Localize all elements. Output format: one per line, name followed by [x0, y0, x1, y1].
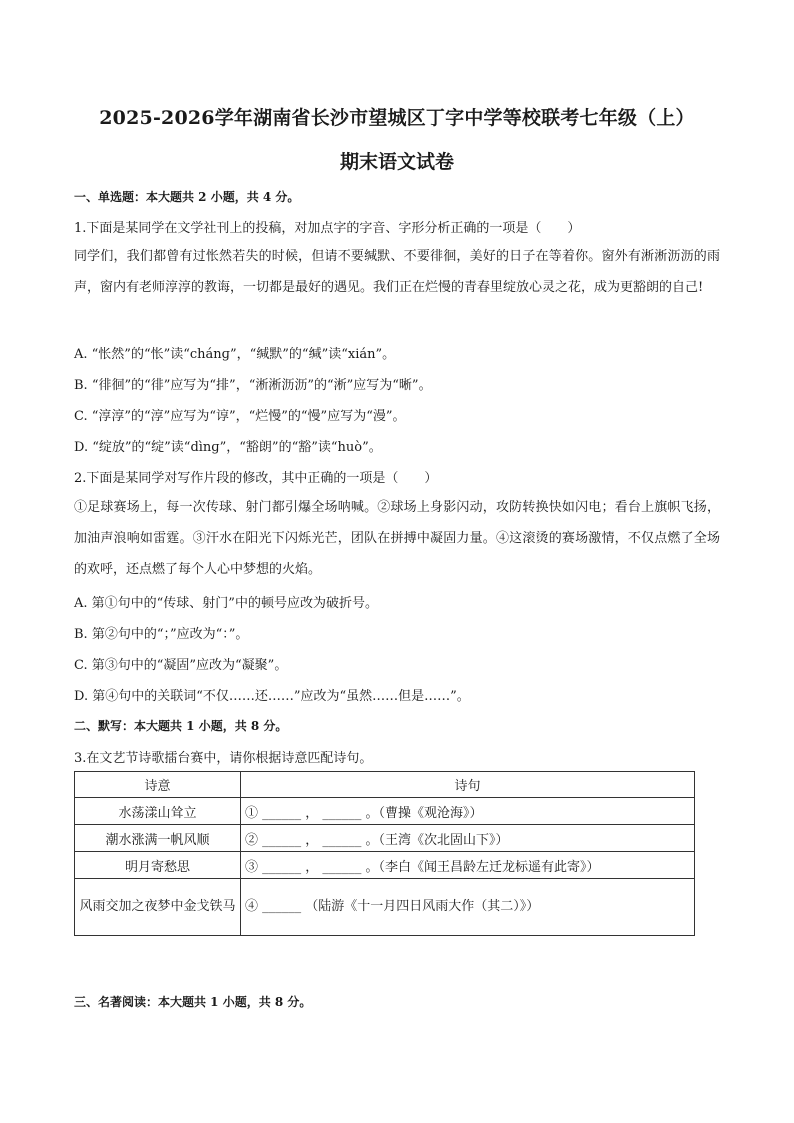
table-row [75, 825, 695, 852]
exam-title-line1: 2025-2026学年湖南省长沙市望城区丁字中学等校联考七年级（上） [99, 107, 695, 129]
q2-option-a: A. 第①句中的“传球、射门”中的顿号应改为破折号。 [74, 596, 378, 611]
q2-option-d: D. 第④句中的关联词“不仅……还……”应改为“虽然……但是……”。 [74, 689, 470, 704]
q1-option-c: C. “淳淳”的“淳”应写为“谆”，“烂慢”的“慢”应写为“漫”。 [74, 409, 406, 424]
row-meaning: 风雨交加之夜梦中金戈铁马 [75, 879, 241, 936]
row-verse-blank[interactable]: ① ______ ， ______ 。（曹操《观沧海》） [241, 798, 695, 825]
q2-option-b: B. 第②句中的“；”应改为“：”。 [74, 627, 249, 642]
section2-header: 二、默写：本大题共 1 小题，共 8 分。 [74, 719, 288, 733]
q2-stem: 2.下面是某同学对写作片段的修改，其中正确的一项是（ ） [74, 471, 438, 486]
table-header-row [75, 772, 695, 798]
row-verse-blank[interactable]: ② ______ ， ______ 。（王湾《次北固山下》） [241, 825, 695, 852]
section3-header: 三、名著阅读：本大题共 1 小题，共 8 分。 [74, 995, 312, 1009]
table-header-verse: 诗句 [241, 772, 695, 798]
q1-passage: 同学们，我们都曾有过怅然若失的时候，但请不要缄默、不要徘徊，美好的日子在等着你。窗外有淅淅沥沥的雨声，窗内有老师淳淳的教诲，一切都是最好的遇见。我们正在烂慢的青春里绽放心灵之花，成为更豁朗的自己! [74, 249, 720, 295]
row-verse-blank[interactable]: ④ ______ （陆游《十一月四日风雨大作（其二）》） [241, 879, 695, 936]
row-meaning: 潮水涨满一帆风顺 [75, 825, 241, 852]
q2-option-c: C. 第③句中的“凝固”应改为“凝聚”。 [74, 658, 288, 673]
section1-header: 一、单选题：本大题共 2 小题，共 4 分。 [74, 190, 300, 204]
q1-stem: 1.下面是某同学在文学社刊上的投稿，对加点字的字音、字形分析正确的一项是（ ） [74, 221, 581, 236]
poem-matching-table [74, 771, 695, 936]
table-row [75, 879, 695, 936]
table-header-meaning: 诗意 [75, 772, 241, 798]
q1-option-a: A. “怅然”的“怅”读“chánɡ”，“缄默”的“缄”读“xián”。 [74, 347, 396, 362]
row-verse-blank[interactable]: ③ ______ ， ______ 。（李白《闻王昌龄左迁龙标遥有此寄》） [241, 852, 695, 879]
q3-stem: 3.在文艺节诗歌擂台赛中，请你根据诗意匹配诗句。 [74, 751, 373, 766]
q1-option-d: D. “绽放”的“绽”读“dìnɡ”，“豁朗”的“豁”读“huò”。 [74, 440, 382, 455]
exam-title-line2: 期末语文试卷 [339, 151, 454, 173]
row-meaning: 水荡漾山耸立 [75, 798, 241, 825]
q1-option-b: B. “徘徊”的“徘”应写为“排”，“淅淅沥沥”的“淅”应写为“晰”。 [74, 378, 432, 393]
q2-passage: ①足球赛场上，每一次传球、射门都引爆全场呐喊。②球场上身影闪动，攻防转换快如闪电；看台上旗帜飞扬，加油声浪响如雷霆。③汗水在阳光下闪烁光芒，团队在拼搏中凝固力量。④这滚烫的赛场激情，不仅点燃了全场的欢呼，还点燃了每个人心中梦想的火焰。 [74, 500, 720, 577]
row-meaning: 明月寄愁思 [75, 852, 241, 879]
table-row [75, 852, 695, 879]
table-row [75, 798, 695, 825]
